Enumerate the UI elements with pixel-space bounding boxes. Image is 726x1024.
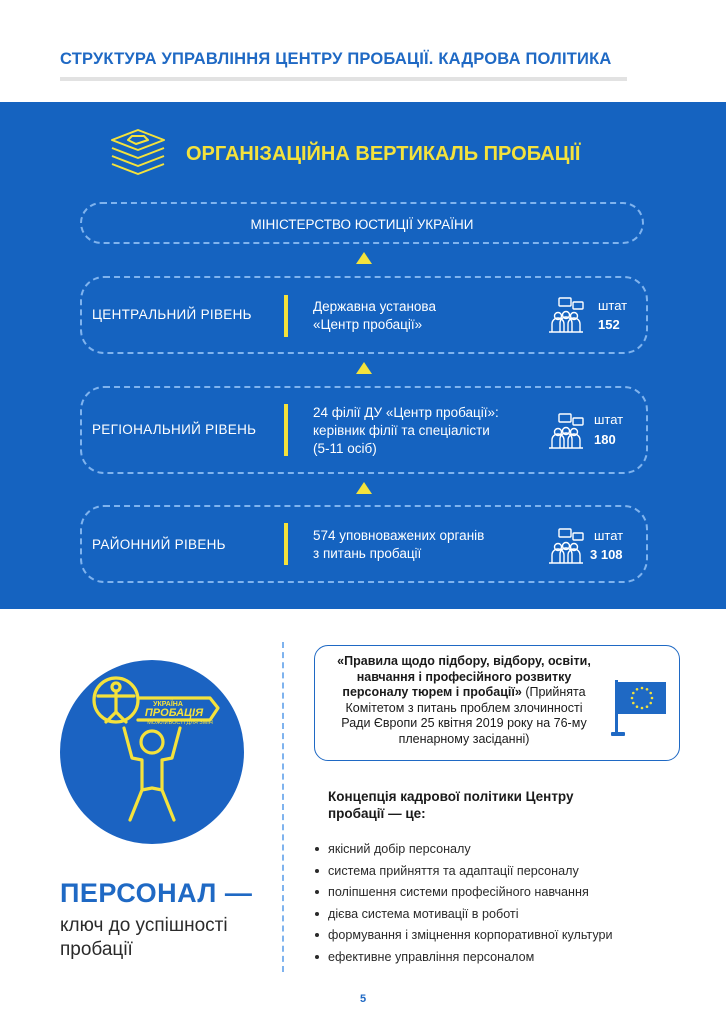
logo-line2: ПРОБАЦІЯ	[144, 707, 204, 719]
arrow-up-icon	[356, 362, 372, 374]
logo-line1: УКРАЇНА	[153, 701, 183, 708]
staff-value: 180	[594, 432, 616, 447]
level-divider	[284, 295, 288, 337]
arrow-up-icon	[356, 252, 372, 264]
level-divider	[284, 523, 288, 565]
level-divider	[284, 404, 288, 456]
page-header	[60, 50, 630, 69]
staff-label: штат	[598, 298, 628, 313]
staff-value: 152	[598, 317, 620, 332]
personnel-title: ПЕРСОНАЛ —	[60, 878, 253, 908]
logo-line3: МОЖЛИВОСТІ ДЛЯ ЗМІН	[147, 720, 213, 726]
level-description: 24 філії ДУ «Центр пробації»: керівник філії та спеціалісти (5-11 осіб)	[313, 405, 499, 456]
staff-label: штат	[594, 528, 624, 543]
level-description: Державна установа «Центр пробації»	[313, 299, 436, 332]
list-item: поліпшення системи професійного навчання	[314, 884, 613, 906]
eu-flag-icon	[611, 674, 669, 738]
concept-title: Концепція кадрової політики Центру пробації — це:	[328, 789, 574, 821]
list-item: формування і зміцнення корпоративної культури	[314, 927, 613, 949]
team-icon	[546, 412, 586, 452]
level-name: РЕГІОНАЛЬНИЙ РІВЕНЬ	[92, 422, 257, 437]
list-item: система прийняття та адаптації персоналу	[314, 863, 613, 885]
page-number: 5	[359, 993, 367, 1005]
level-district	[80, 505, 648, 583]
section-divider	[282, 642, 284, 972]
list-item: ефективне управління персоналом	[314, 949, 613, 971]
rules-text: «Правила щодо підбору, відбору, освіти, навчання і професійного розвитку персоналу тюрем і пробації» (Прийнята Комітетом з питань проблем злочинності Ради Європи 25 квітня 2019 року на 76-му пленарному засіданні)	[337, 654, 591, 746]
concept-list	[314, 841, 613, 971]
level-regional	[80, 386, 648, 474]
list-item: дієва система мотивації в роботі	[314, 906, 613, 928]
layers-icon	[108, 128, 168, 178]
level-description: 574 уповноважених органів з питань пробації	[313, 528, 485, 561]
arrow-up-icon	[356, 482, 372, 494]
list-item: якісний добір персоналу	[314, 841, 613, 863]
probation-logo-icon	[60, 660, 244, 844]
team-icon	[546, 527, 586, 567]
level-name: ЦЕНТРАЛЬНИЙ РІВЕНЬ	[92, 307, 252, 322]
personnel-subtitle: ключ до успішності пробації	[60, 915, 228, 960]
rules-callout	[314, 645, 680, 761]
header-divider	[60, 77, 627, 81]
org-vertical-title: ОРГАНІЗАЦІЙНА ВЕРТИКАЛЬ ПРОБАЦІЇ	[186, 143, 581, 165]
level-central	[80, 276, 648, 354]
staff-label: штат	[594, 412, 624, 427]
staff-value: 3 108	[590, 547, 623, 562]
page-title: СТРУКТУРА УПРАВЛІННЯ ЦЕНТРУ ПРОБАЦІЇ. КАДРОВА ПОЛІТИКА	[60, 50, 612, 68]
level-name: РАЙОННИЙ РІВЕНЬ	[92, 537, 226, 552]
team-icon	[546, 296, 586, 336]
ministry-label: МІНІСТЕРСТВО ЮСТИЦІЇ УКРАЇНИ	[250, 217, 474, 232]
ministry-box	[80, 202, 644, 244]
